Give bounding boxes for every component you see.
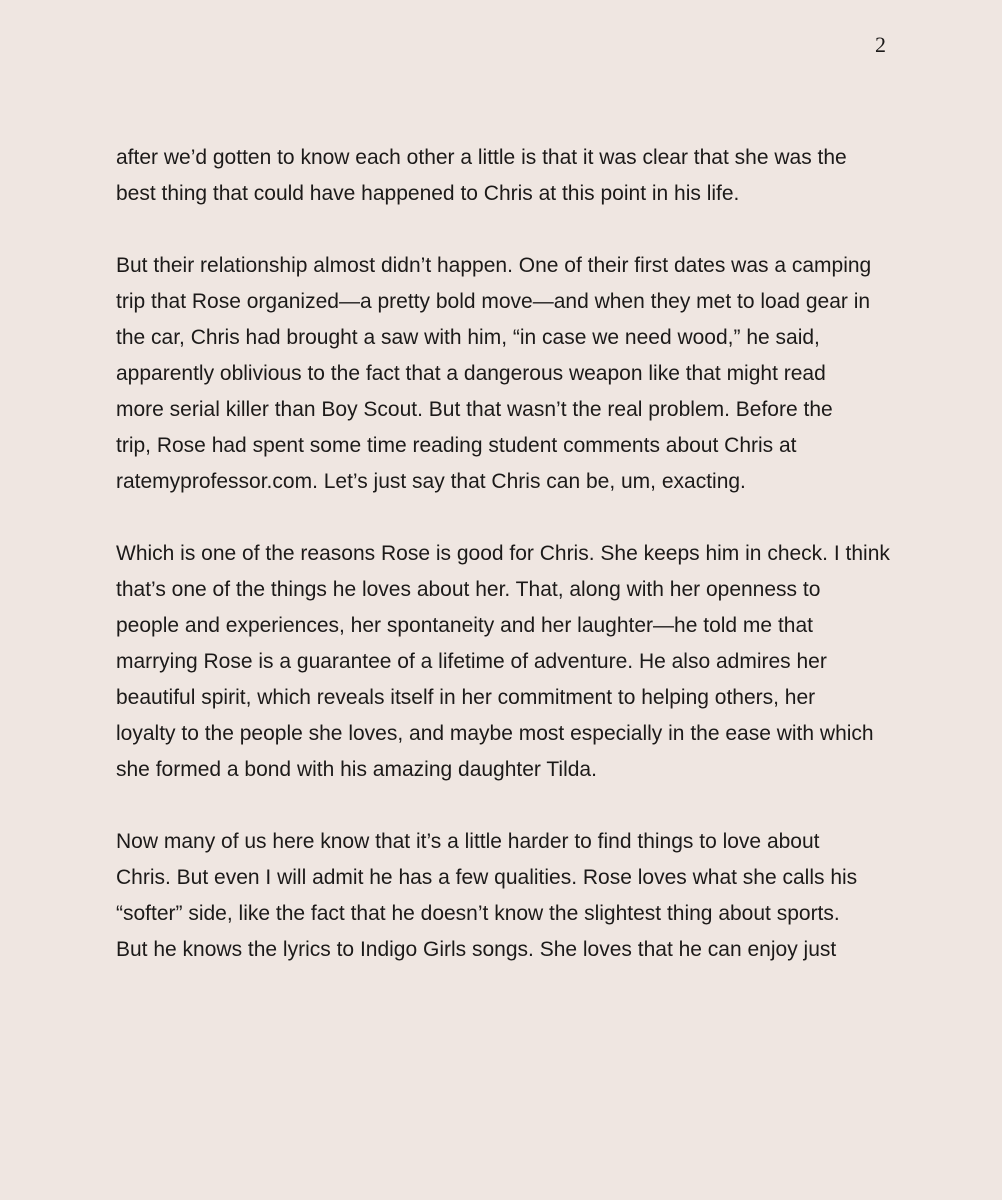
text-line: “softer” side, like the fact that he doesn’t know the slightest thing about sports. bbox=[116, 902, 840, 925]
text-line: loyalty to the people she loves, and maybe most especially in the ease with which bbox=[116, 722, 874, 745]
page-number: 2 bbox=[875, 32, 886, 57]
paragraph-1 bbox=[116, 140, 916, 212]
paragraph-2 bbox=[116, 248, 916, 500]
text-line: marrying Rose is a guarantee of a lifetime of adventure. He also admires her bbox=[116, 650, 827, 673]
text-line: apparently oblivious to the fact that a dangerous weapon like that might read bbox=[116, 362, 826, 385]
text-line: beautiful spirit, which reveals itself in her commitment to helping others, her bbox=[116, 686, 816, 709]
text-line: Which is one of the reasons Rose is good for Chris. She keeps him in check. I think bbox=[116, 542, 890, 565]
body-text bbox=[116, 140, 916, 1004]
paragraph-3 bbox=[116, 536, 916, 788]
text-line: trip that Rose organized—a pretty bold move—and when they met to load gear in bbox=[116, 290, 871, 313]
text-line: the car, Chris had brought a saw with him, “in case we need wood,” he said, bbox=[116, 326, 820, 349]
text-line: people and experiences, her spontaneity and her laughter—he told me that bbox=[116, 614, 813, 637]
text-line: ratemyprofessor.com. Let’s just say that Chris can be, um, exacting. bbox=[116, 470, 746, 493]
text-line: best thing that could have happened to Chris at this point in his life. bbox=[116, 182, 740, 205]
text-line: But their relationship almost didn’t happen. One of their first dates was a camping bbox=[116, 254, 872, 277]
text-line: Chris. But even I will admit he has a few qualities. Rose loves what she calls his bbox=[116, 866, 858, 889]
paragraph-4 bbox=[116, 824, 916, 968]
text-line: But he knows the lyrics to Indigo Girls songs. She loves that he can enjoy just bbox=[116, 938, 837, 961]
text-line: after we’d gotten to know each other a little is that it was clear that she was the bbox=[116, 146, 847, 169]
text-line: more serial killer than Boy Scout. But that wasn’t the real problem. Before the bbox=[116, 398, 833, 421]
text-line: trip, Rose had spent some time reading student comments about Chris at bbox=[116, 434, 797, 457]
text-line: that’s one of the things he loves about her. That, along with her openness to bbox=[116, 578, 821, 601]
text-line: she formed a bond with his amazing daughter Tilda. bbox=[116, 758, 597, 781]
text-line: Now many of us here know that it’s a little harder to find things to love about bbox=[116, 830, 820, 853]
